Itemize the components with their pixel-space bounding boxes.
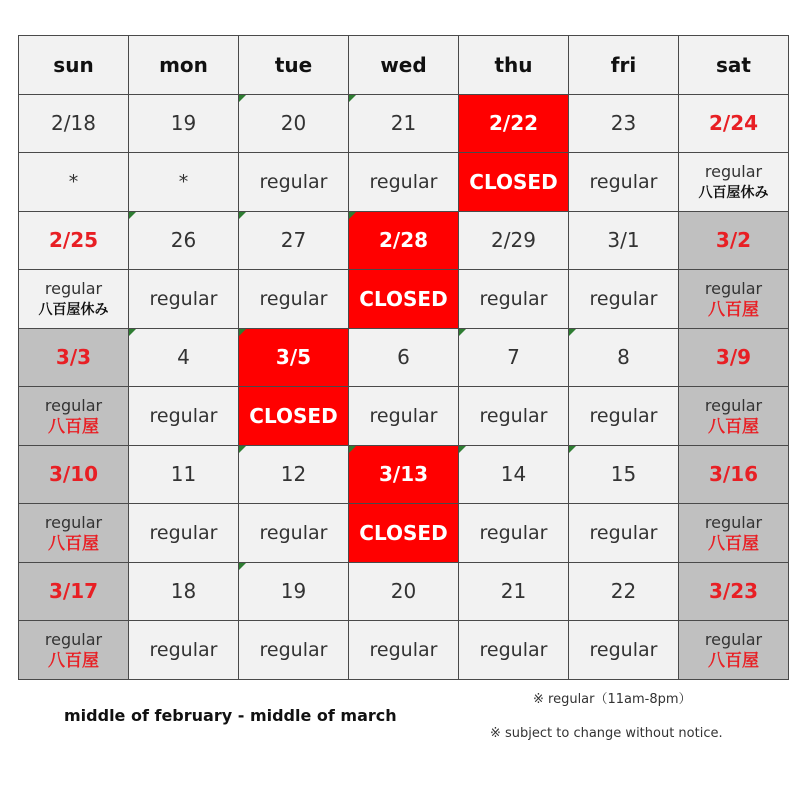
date-label: 20 [280,111,307,136]
date-cell [129,211,239,270]
status-label: * [178,170,189,193]
date-cell [679,211,789,270]
status-cell [679,153,789,212]
status-label: regular [44,629,103,649]
status-cell [349,270,459,329]
status-label: regular [259,521,328,544]
weekday-fri: fri [569,36,679,95]
date-label: 3/16 [708,462,759,487]
status-label: regular [589,287,658,310]
weekday-header-row [19,36,789,95]
greengrocer-note: 八百屋 [48,416,99,437]
date-label: 8 [617,345,630,370]
date-cell [129,94,239,153]
status-cell [569,387,679,446]
date-cell [19,328,129,387]
date-label: 3/17 [48,579,99,604]
greengrocer-note: 八百屋休み [698,184,769,201]
status-cell [239,387,349,446]
date-cell [129,445,239,504]
schedule-calendar [18,35,789,680]
status-cell [679,504,789,563]
date-cell [19,445,129,504]
status-label: regular [149,521,218,544]
date-cell [349,445,459,504]
closed-label: CLOSED [469,169,558,194]
closed-label: CLOSED [249,403,338,428]
date-label: 27 [280,228,307,253]
date-cell [239,211,349,270]
status-label: regular [149,287,218,310]
date-label: 21 [500,579,527,604]
calendar-body [19,94,789,679]
greengrocer-note: 八百屋 [708,533,759,554]
status-label: regular [259,170,328,193]
date-label: 20 [390,579,417,604]
status-cell [569,270,679,329]
date-range-caption: middle of february - middle of march [64,706,397,725]
status-label: regular [589,170,658,193]
status-cell [349,504,459,563]
status-label: regular [589,638,658,661]
date-cell [569,328,679,387]
status-cell [459,504,569,563]
date-cell [569,445,679,504]
date-cell [679,562,789,621]
date-cell [459,211,569,270]
date-label: 12 [280,462,307,487]
greengrocer-note: 八百屋 [708,650,759,671]
status-row [19,504,789,563]
date-label: 3/5 [275,345,312,370]
date-cell [679,445,789,504]
date-cell [569,562,679,621]
status-cell [19,621,129,680]
status-row [19,621,789,680]
weekday-sun: sun [19,36,129,95]
date-label: 2/29 [491,228,536,253]
date-label: 3/1 [607,228,640,253]
status-label: regular [369,638,438,661]
status-label: regular [149,638,218,661]
status-cell [459,621,569,680]
status-cell [679,387,789,446]
status-cell [569,504,679,563]
status-label: regular [369,404,438,427]
date-label: 22 [610,579,637,604]
status-cell [349,153,459,212]
regular-hours-note: ※ regular（11am-8pm） [533,692,692,707]
date-label: 4 [177,345,190,370]
change-notice: ※ subject to change without notice. [490,726,723,741]
status-label: regular [479,287,548,310]
date-cell [349,94,459,153]
status-label: regular [479,404,548,427]
date-cell [459,445,569,504]
status-cell [129,270,239,329]
date-label: 2/25 [48,228,99,253]
date-row [19,328,789,387]
date-label: 3/23 [708,579,759,604]
date-label: 21 [390,111,417,136]
status-cell [239,270,349,329]
date-cell [349,562,459,621]
date-cell [459,328,569,387]
status-label: regular [589,521,658,544]
weekday-wed: wed [349,36,459,95]
date-row [19,94,789,153]
date-label: 3/3 [55,345,92,370]
date-label: 3/9 [715,345,752,370]
date-cell [239,328,349,387]
date-row [19,562,789,621]
status-cell [239,621,349,680]
status-cell [19,387,129,446]
closed-label: CLOSED [359,520,448,545]
status-cell [459,387,569,446]
date-label: 7 [507,345,520,370]
status-cell [679,270,789,329]
date-label: 2/18 [51,111,96,136]
status-label: regular [44,278,103,298]
status-cell [349,387,459,446]
date-cell [679,94,789,153]
status-label: regular [704,629,763,649]
status-label: regular [369,170,438,193]
status-label: regular [479,638,548,661]
greengrocer-note: 八百屋 [708,416,759,437]
greengrocer-note: 八百屋 [48,650,99,671]
status-cell [679,621,789,680]
status-label: regular [704,395,763,415]
date-label: 3/2 [715,228,752,253]
status-cell [129,504,239,563]
date-label: 18 [170,579,197,604]
status-cell [129,387,239,446]
date-cell [19,211,129,270]
date-label: 3/10 [48,462,99,487]
status-label: * [68,170,79,193]
date-label: 2/24 [708,111,759,136]
status-cell [19,153,129,212]
date-label: 2/22 [488,111,539,136]
date-cell [349,328,459,387]
date-row [19,211,789,270]
date-cell [129,328,239,387]
greengrocer-note: 八百屋 [48,533,99,554]
date-label: 26 [170,228,197,253]
date-cell [569,94,679,153]
closed-label: CLOSED [359,286,448,311]
date-cell [459,94,569,153]
date-cell [19,94,129,153]
status-cell [349,621,459,680]
date-cell [349,211,459,270]
date-label: 14 [500,462,527,487]
greengrocer-note: 八百屋 [708,299,759,320]
status-cell [239,504,349,563]
date-cell [239,94,349,153]
weekday-thu: thu [459,36,569,95]
status-label: regular [44,512,103,532]
status-cell [569,153,679,212]
status-label: regular [704,512,763,532]
status-label: regular [44,395,103,415]
date-label: 6 [397,345,410,370]
status-label: regular [704,278,763,298]
status-row [19,270,789,329]
greengrocer-note: 八百屋休み [38,301,109,318]
status-cell [569,621,679,680]
date-cell [239,562,349,621]
status-cell [129,621,239,680]
date-label: 23 [610,111,637,136]
status-cell [19,270,129,329]
status-label: regular [149,404,218,427]
weekday-sat: sat [679,36,789,95]
date-cell [679,328,789,387]
date-label: 2/28 [378,228,429,253]
date-cell [239,445,349,504]
status-cell [239,153,349,212]
date-label: 3/13 [378,462,429,487]
weekday-tue: tue [239,36,349,95]
status-label: regular [704,161,763,181]
status-label: regular [479,521,548,544]
status-label: regular [259,287,328,310]
date-cell [129,562,239,621]
date-cell [19,562,129,621]
status-row [19,387,789,446]
status-cell [459,270,569,329]
date-label: 11 [170,462,197,487]
date-label: 19 [280,579,307,604]
status-label: regular [589,404,658,427]
weekday-mon: mon [129,36,239,95]
date-row [19,445,789,504]
status-cell [19,504,129,563]
date-label: 19 [170,111,197,136]
date-cell [569,211,679,270]
status-label: regular [259,638,328,661]
status-cell [459,153,569,212]
status-row [19,153,789,212]
date-label: 15 [610,462,637,487]
date-cell [459,562,569,621]
status-cell [129,153,239,212]
